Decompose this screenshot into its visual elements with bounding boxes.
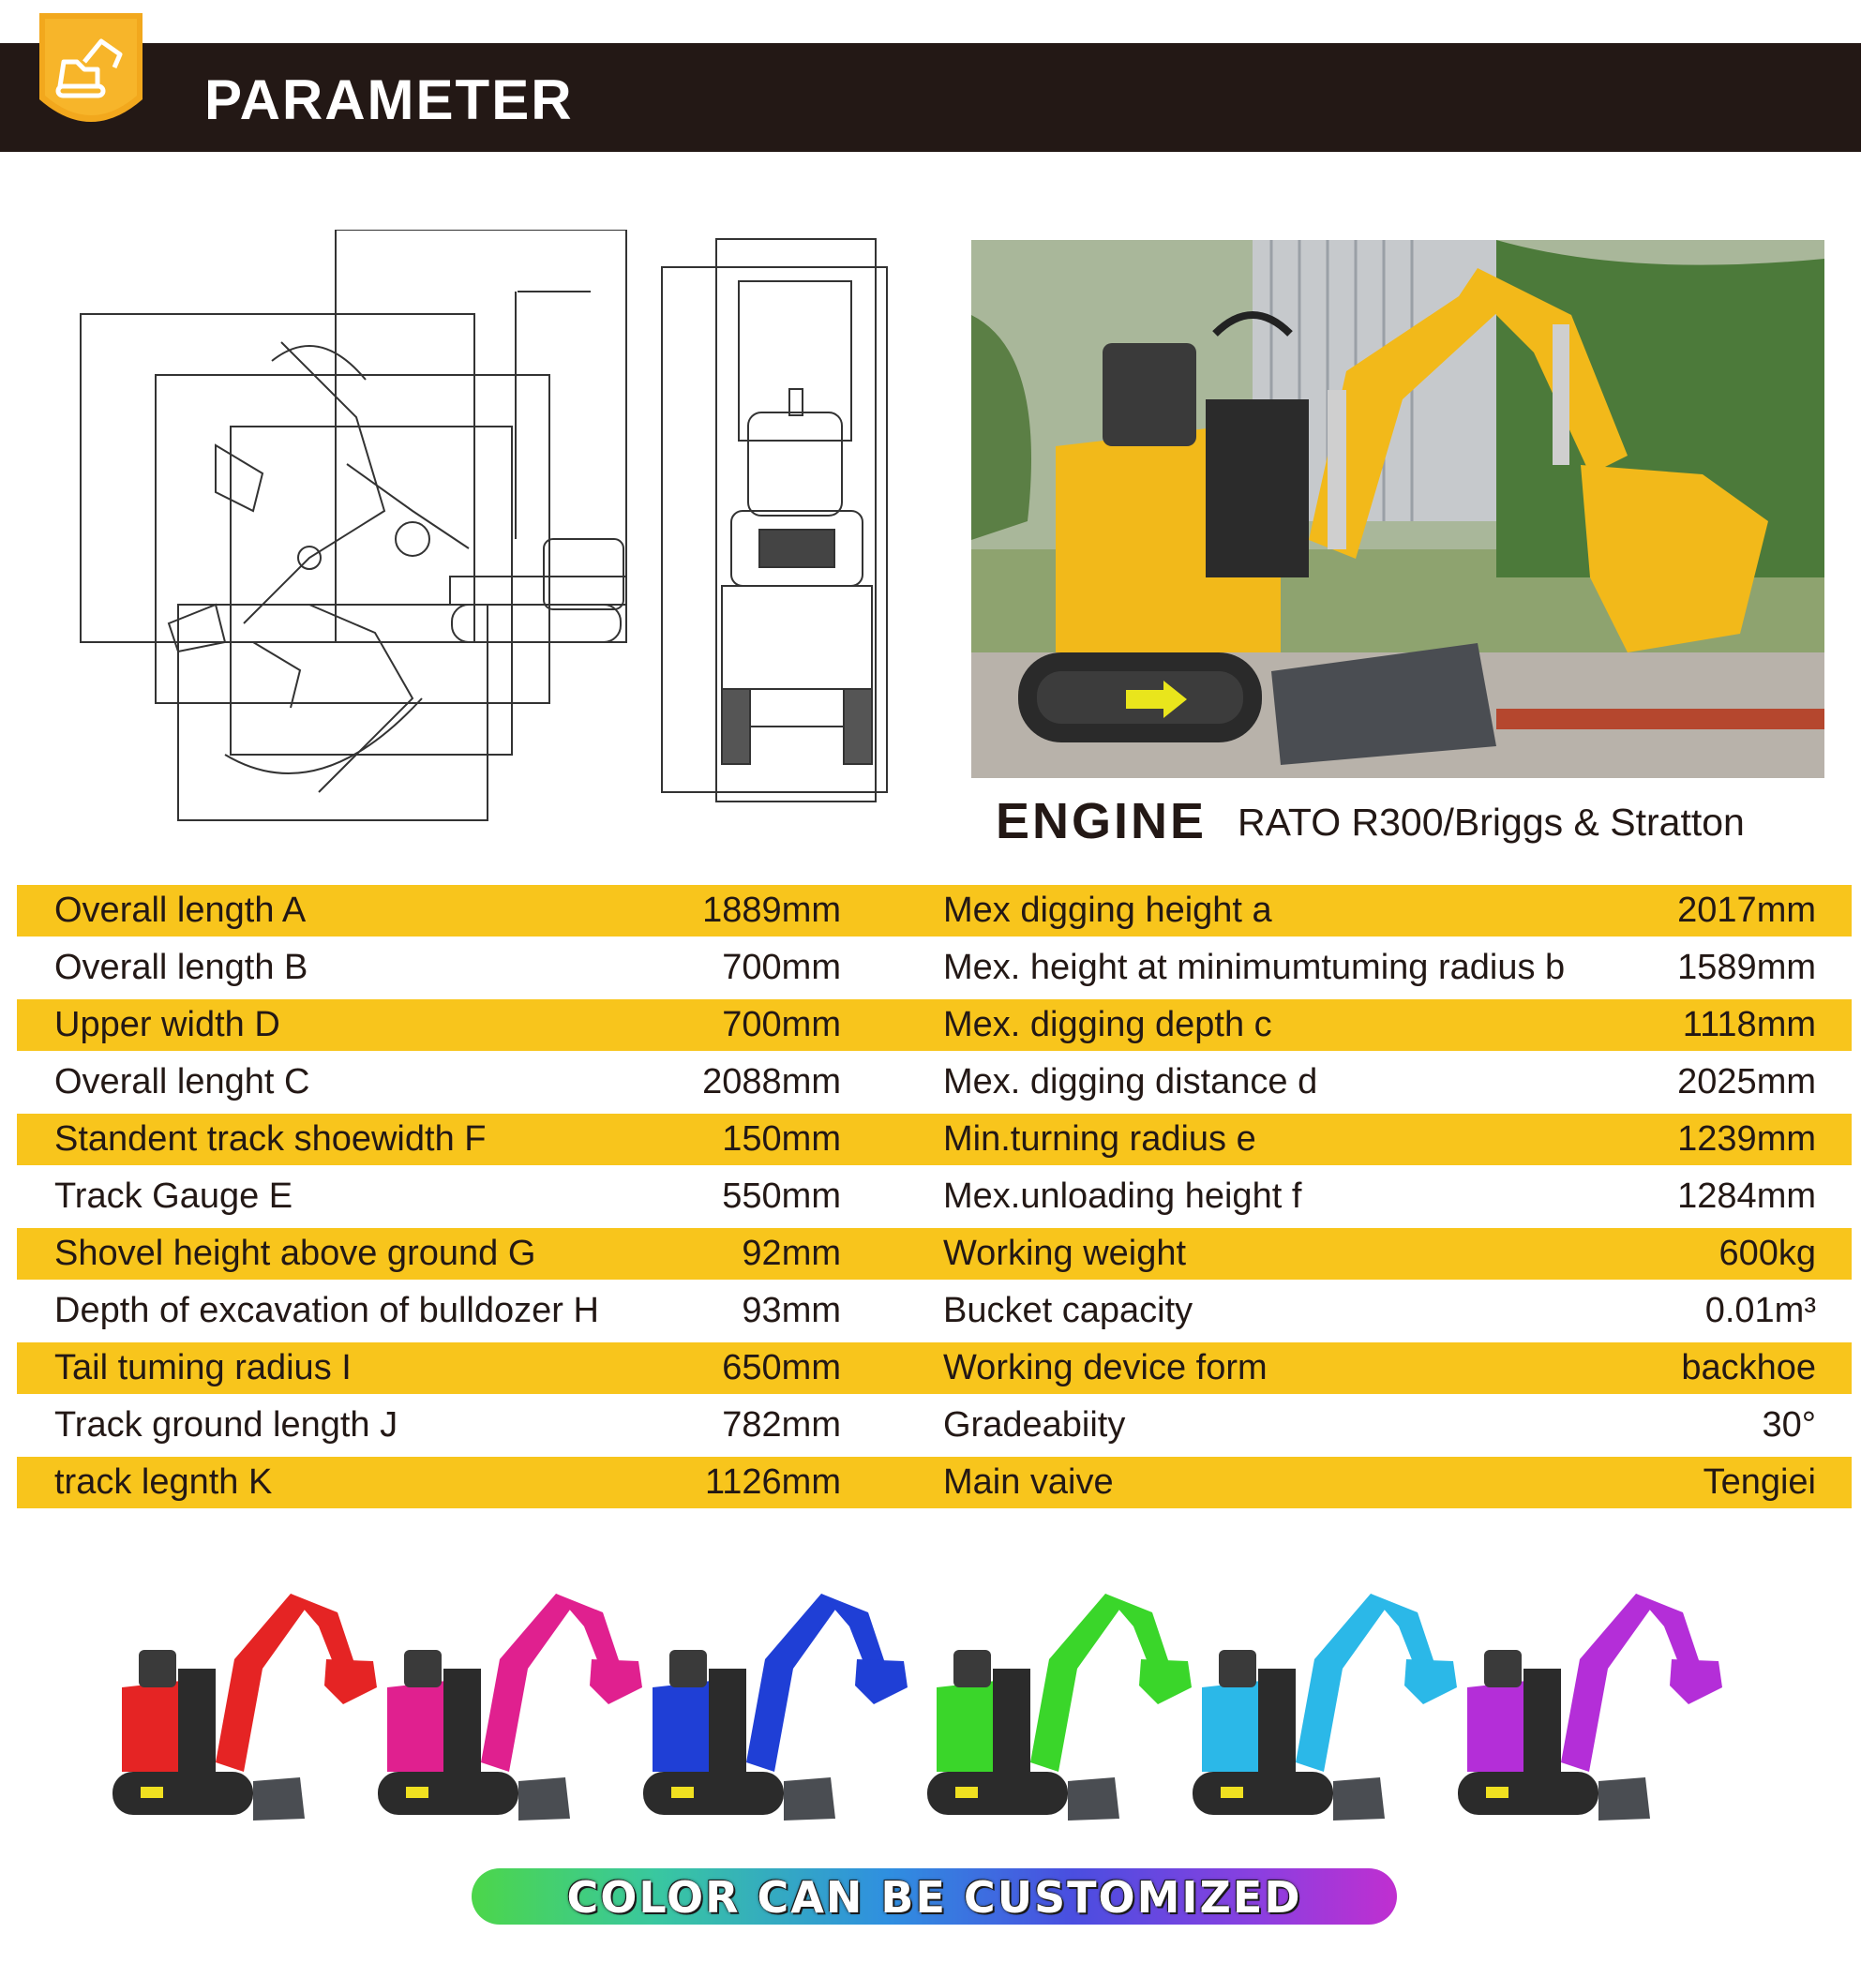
spec-name: Standent track shoewidth F xyxy=(54,1119,487,1159)
spec-name: Upper width D xyxy=(54,1005,280,1044)
excavator-icon xyxy=(39,13,143,131)
table-row xyxy=(17,1114,1852,1165)
spec-value: 600kg xyxy=(1718,1234,1816,1273)
customization-text: COLOR CAN BE CUSTOMIZED xyxy=(566,1872,1302,1923)
spec-value: 650mm xyxy=(722,1348,841,1387)
table-row xyxy=(17,1342,1852,1394)
table-row xyxy=(17,1056,1852,1108)
table-row xyxy=(17,1285,1852,1337)
spec-value: 92mm xyxy=(742,1234,841,1273)
table-row xyxy=(17,885,1852,937)
spec-name: Overall lenght C xyxy=(54,1062,310,1101)
excavator-variant-icon xyxy=(1458,1594,1722,1821)
spec-value: 700mm xyxy=(722,948,841,987)
table-row xyxy=(17,1171,1852,1222)
spec-value: 700mm xyxy=(722,1005,841,1044)
spec-name: Working weight xyxy=(943,1234,1187,1273)
spec-value: 30° xyxy=(1762,1405,1816,1445)
spec-value: 1239mm xyxy=(1677,1119,1816,1159)
spec-name: Tail tuming radius I xyxy=(54,1348,352,1387)
excavator-photo xyxy=(971,240,1824,778)
page-title: PARAMETER xyxy=(204,68,574,131)
spec-value: 150mm xyxy=(722,1119,841,1159)
table-row xyxy=(17,1400,1852,1451)
spec-name: Gradeabiity xyxy=(943,1405,1126,1445)
spec-value: backhoe xyxy=(1681,1348,1816,1387)
spec-name: Min.turning radius e xyxy=(943,1119,1256,1159)
spec-value: 2025mm xyxy=(1677,1062,1816,1101)
spec-name: Track Gauge E xyxy=(54,1176,293,1216)
customization-banner xyxy=(472,1868,1397,1925)
spec-value: 2017mm xyxy=(1677,891,1816,930)
front-view-drawing xyxy=(656,230,919,811)
excavator-variant-icon xyxy=(1193,1594,1457,1821)
spec-name: Mex. digging depth c xyxy=(943,1005,1272,1044)
engine-value: RATO R300/Briggs & Stratton xyxy=(1238,801,1745,844)
spec-value: 1589mm xyxy=(1677,948,1816,987)
spec-value: 782mm xyxy=(722,1405,841,1445)
spec-name: Depth of excavation of bulldozer H xyxy=(54,1291,599,1330)
spec-name: Overall length A xyxy=(54,891,307,930)
table-row xyxy=(17,1457,1852,1508)
spec-value: 1889mm xyxy=(702,891,841,930)
engine-label: ENGINE xyxy=(996,793,1208,849)
color-variants xyxy=(113,1584,1763,1837)
spec-value: 1284mm xyxy=(1677,1176,1816,1216)
excavator-variant-icon xyxy=(927,1594,1192,1821)
spec-name: Mex.unloading height f xyxy=(943,1176,1302,1216)
excavator-variant-icon xyxy=(113,1594,377,1821)
spec-name: Mex. digging distance d xyxy=(943,1062,1318,1101)
spec-name: Mex digging height a xyxy=(943,891,1272,930)
spec-name: track legnth K xyxy=(54,1462,273,1502)
table-row xyxy=(17,942,1852,994)
excavator-variant-icon xyxy=(643,1594,908,1821)
spec-name: Overall length B xyxy=(54,948,308,987)
side-view-drawing xyxy=(75,230,638,830)
spec-name: Working device form xyxy=(943,1348,1268,1387)
spec-name: Track ground length J xyxy=(54,1405,398,1445)
table-row xyxy=(17,1228,1852,1280)
spec-name: Main vaive xyxy=(943,1462,1114,1502)
excavator-variant-icon xyxy=(378,1594,642,1821)
table-row xyxy=(17,999,1852,1051)
spec-value: 1118mm xyxy=(1682,1005,1816,1044)
spec-value: 0.01m³ xyxy=(1704,1291,1816,1330)
spec-value: 93mm xyxy=(742,1291,841,1330)
spec-name: Shovel height above ground G xyxy=(54,1234,536,1273)
spec-value: Tengiei xyxy=(1703,1462,1816,1502)
spec-name: Mex. height at minimumtuming radius b xyxy=(943,948,1566,987)
spec-value: 2088mm xyxy=(702,1062,841,1101)
spec-value: 1126mm xyxy=(704,1462,841,1502)
spec-name: Bucket capacity xyxy=(943,1291,1193,1330)
spec-value: 550mm xyxy=(722,1176,841,1216)
